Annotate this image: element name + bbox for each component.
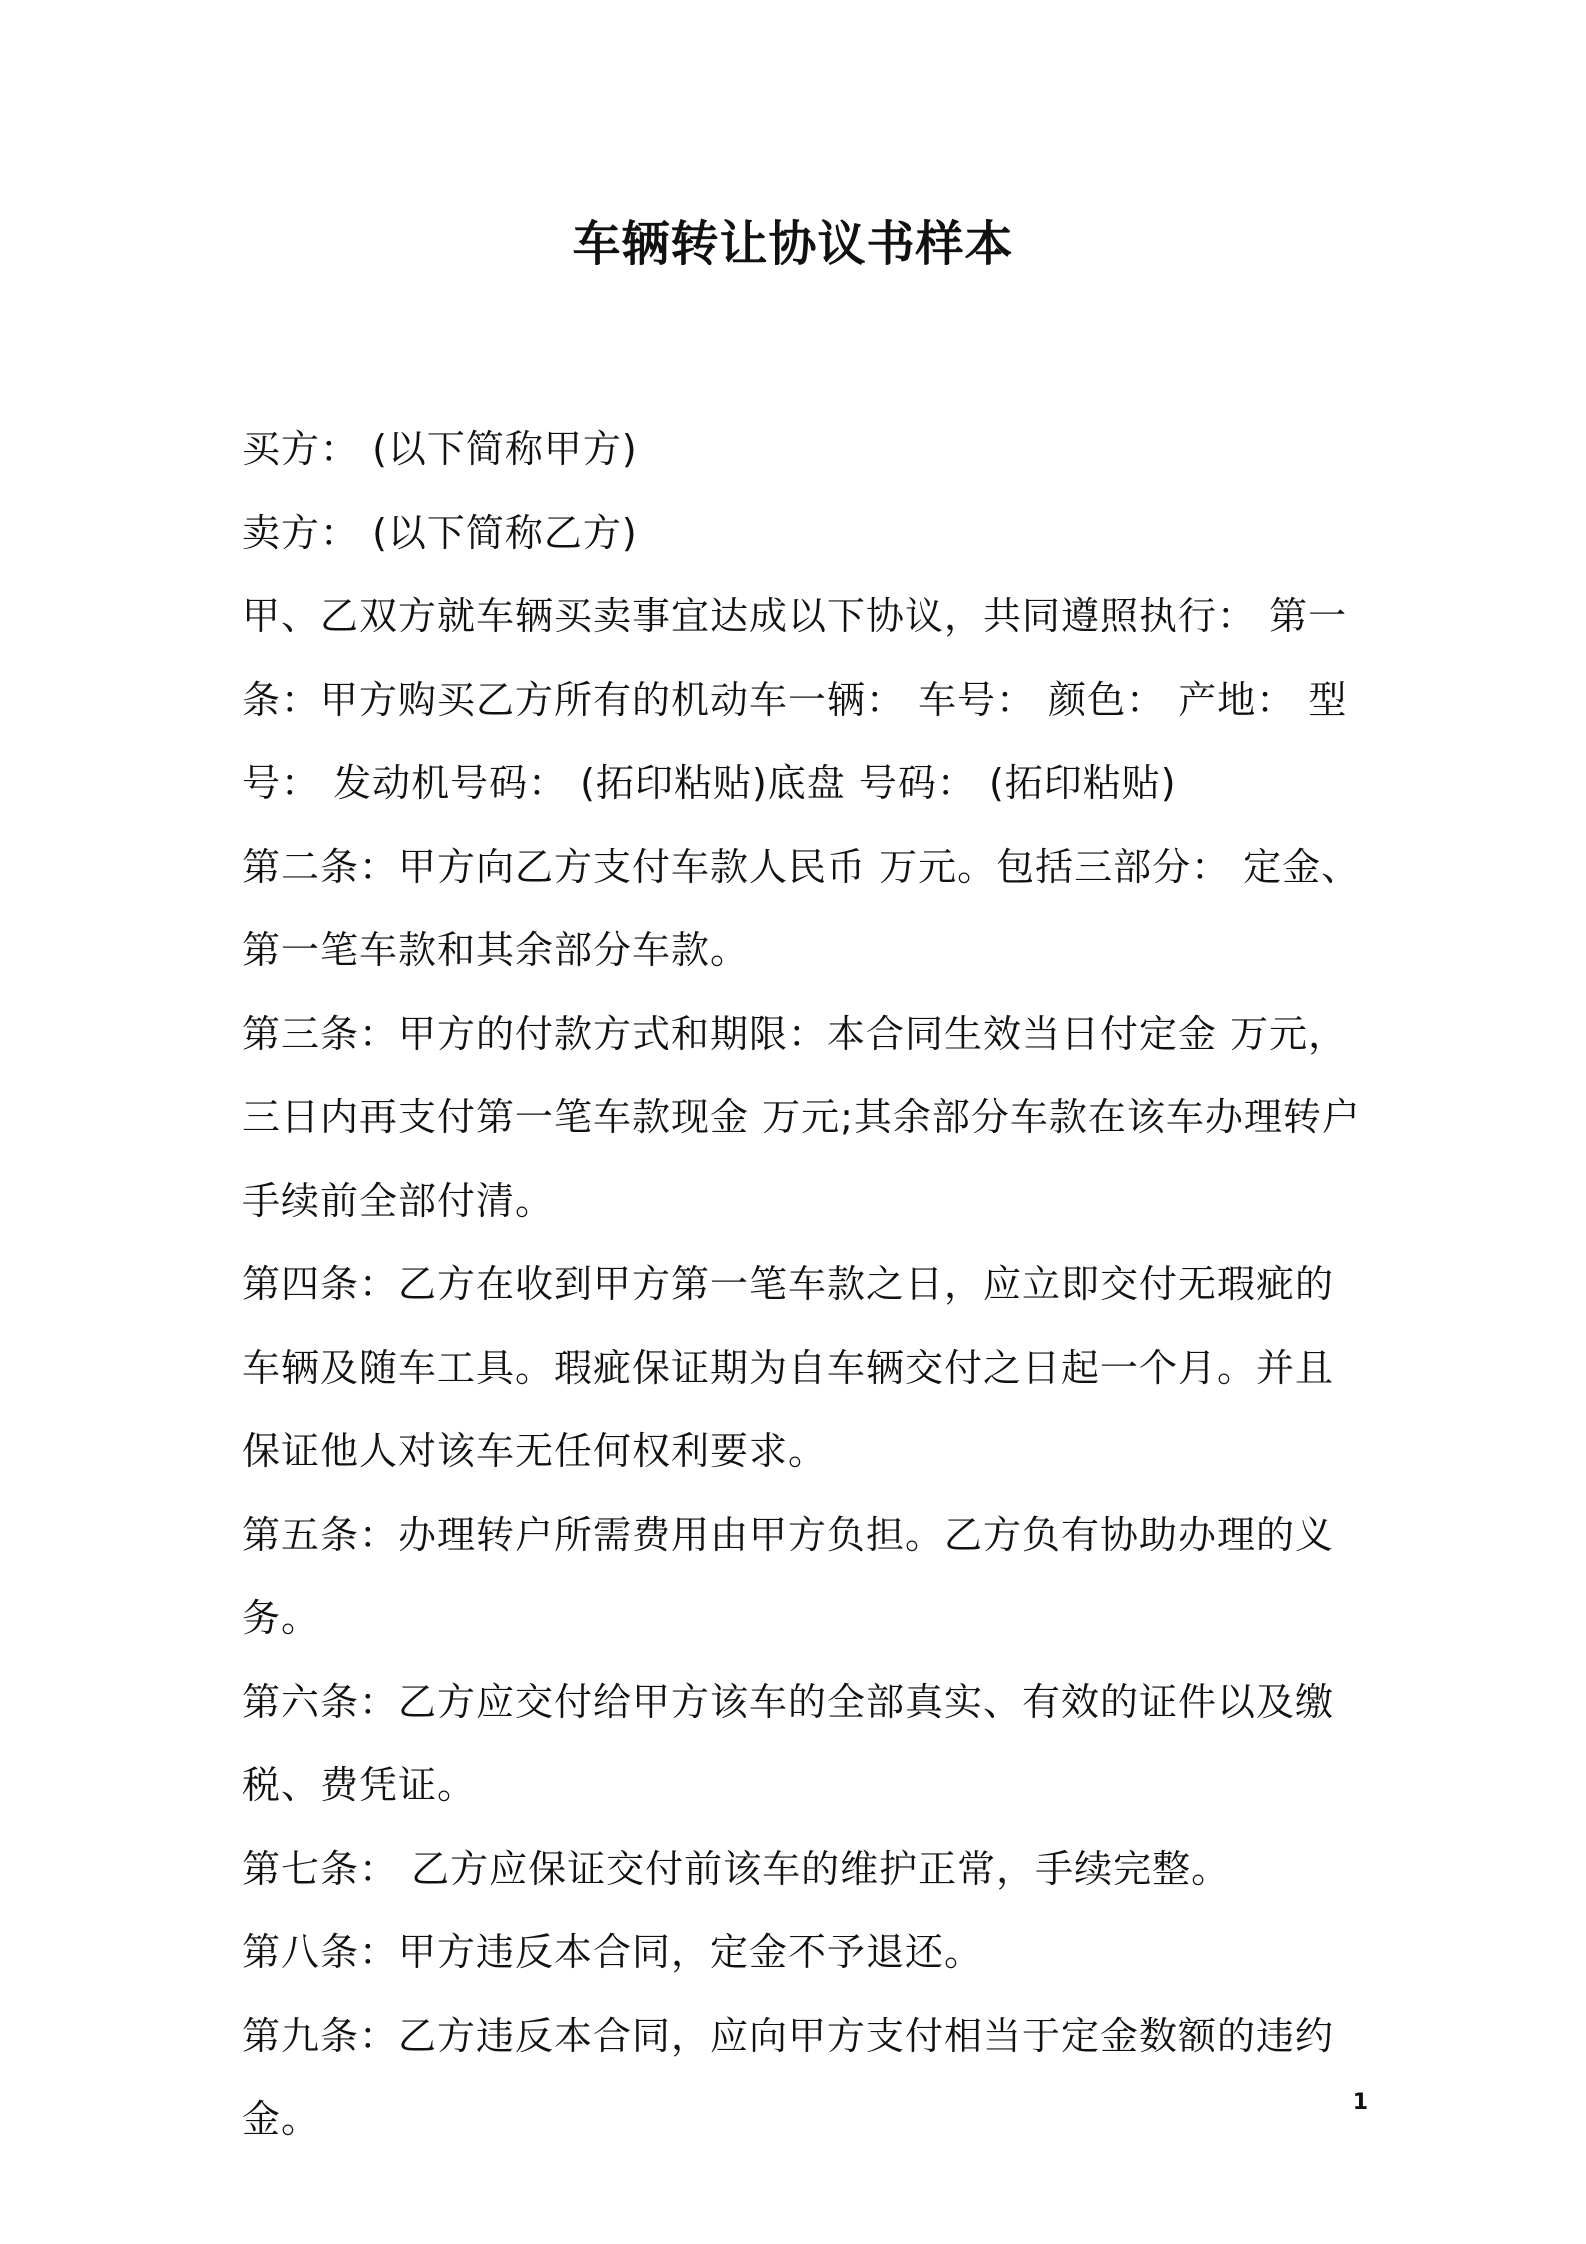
paragraph-article-2: 第二条：甲方向乙方支付车款人民币 万元。包括三部分： 定金、第一笔车款和其余部分车款。 (242, 844, 1361, 972)
paragraph-article-7: 第七条： 乙方应保证交付前该车的维护正常，手续完整。 (242, 1846, 1231, 1891)
paragraph-article-5: 第五条：办理转户所需费用由甲方负担。乙方负有协助办理的义务。 (242, 1512, 1335, 1640)
paragraph-article-6: 第六条：乙方应交付给甲方该车的全部真实、有效的证件以及缴税、费凭证。 (242, 1679, 1335, 1807)
paragraph-agreement-article-1: 甲、乙双方就车辆买卖事宜达成以下协议，共同遵照执行： 第一条：甲方购买乙方所有的机动车一辆： 车号： 颜色： 产地： 型号： 发动机号码： (拓印粘贴)底盘 号码： (拓印粘贴) (242, 594, 1348, 805)
document-title: 车辆转让协议书样本 (572, 216, 1014, 272)
document-body (242, 408, 1364, 2162)
paragraph-article-3: 第三条：甲方的付款方式和期限：本合同生效当日付定金 万元，三日内再支付第一笔车款现金 万元;其余部分车款在该车办理转户手续前全部付清。 (242, 1011, 1361, 1223)
paragraph-article-8: 第八条：甲方违反本合同，定金不予退还。 (242, 1930, 984, 1974)
paragraph-buyer: 买方： (以下简称甲方) (242, 427, 638, 471)
paragraph-article-4: 第四条：乙方在收到甲方第一笔车款之日，应立即交付无瑕疵的车辆及随车工具。瑕疵保证期为自车辆交付之日起一个月。并且保证他人对该车无任何权利要求。 (242, 1262, 1335, 1473)
paragraph-article-9: 第九条：乙方违反本合同，应向甲方支付相当于定金数额的违约金。 (242, 2013, 1335, 2141)
page-number: 1 (1352, 2090, 1368, 2115)
paragraph-seller: 卖方： (以下简称乙方) (242, 510, 638, 555)
